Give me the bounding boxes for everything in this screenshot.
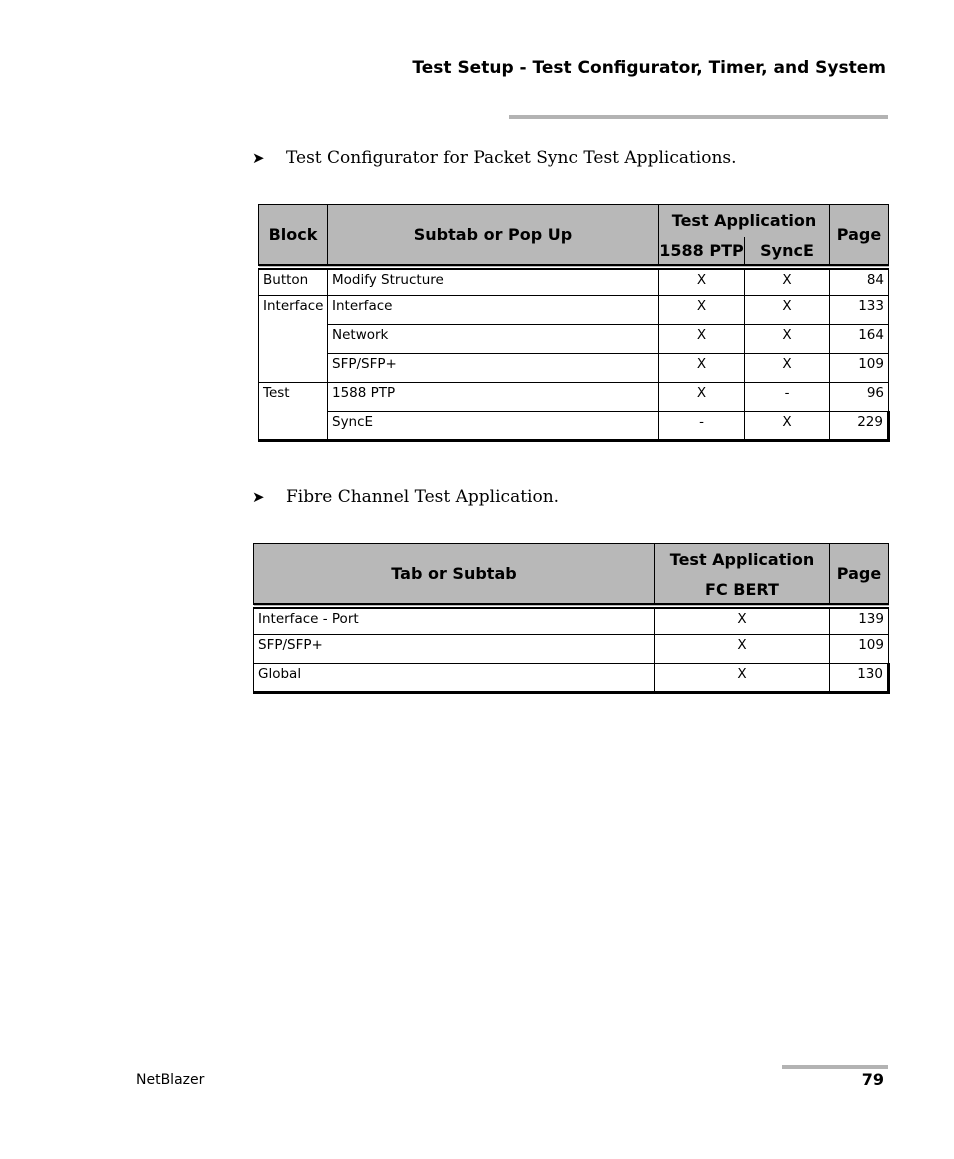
cell-subtab: Modify Structure	[328, 267, 659, 296]
cell-block: Button	[259, 267, 328, 296]
cell-fc: X	[655, 606, 830, 635]
table-row	[254, 606, 889, 635]
cell-synce: X	[745, 267, 830, 296]
table-row	[259, 354, 889, 383]
cell-block: Test	[259, 383, 328, 412]
header-test-application: Test Application	[659, 205, 830, 237]
cell-block	[259, 325, 328, 354]
cell-subtab: 1588 PTP	[328, 383, 659, 412]
cell-page: 96	[830, 383, 889, 412]
footer-page-number: 79	[861, 1070, 884, 1089]
table-row	[259, 296, 889, 325]
cell-ptp: X	[659, 383, 745, 412]
cell-page: 109	[830, 354, 889, 383]
fibre-channel-table	[253, 543, 890, 694]
cell-page: 139	[830, 606, 889, 635]
cell-ptp: X	[659, 325, 745, 354]
header-1588-ptp: 1588 PTP	[659, 237, 745, 267]
cell-page: 164	[830, 325, 889, 354]
table-row	[254, 664, 889, 693]
cell-synce: X	[745, 296, 830, 325]
cell-synce: X	[745, 354, 830, 383]
cell-ptp: -	[659, 412, 745, 441]
bullet-text: Fibre Channel Test Application.	[286, 487, 560, 507]
arrow-bullet-icon: ➤	[252, 149, 265, 167]
cell-page: 84	[830, 267, 889, 296]
cell-synce: X	[745, 412, 830, 441]
cell-synce: X	[745, 325, 830, 354]
header-rule	[509, 115, 888, 119]
bullet-fibre-channel	[252, 487, 559, 507]
cell-block	[259, 412, 328, 441]
cell-block: Interface	[259, 296, 328, 325]
cell-subtab: Interface	[328, 296, 659, 325]
cell-subtab: Network	[328, 325, 659, 354]
table-row	[259, 412, 889, 441]
header-page: Page	[830, 544, 889, 606]
cell-fc: X	[655, 635, 830, 664]
header-tab: Tab or Subtab	[254, 544, 655, 606]
arrow-bullet-icon: ➤	[252, 488, 265, 506]
cell-fc: X	[655, 664, 830, 693]
cell-page: 130	[830, 664, 889, 693]
cell-tab: Global	[254, 664, 655, 693]
header-block: Block	[259, 205, 328, 267]
cell-ptp: X	[659, 354, 745, 383]
cell-tab: SFP/SFP+	[254, 635, 655, 664]
bullet-text: Test Configurator for Packet Sync Test Applications.	[286, 148, 737, 168]
header-fc-bert: FC BERT	[655, 576, 830, 606]
table-row	[259, 267, 889, 296]
page-header-title: Test Setup - Test Configurator, Timer, and System	[412, 58, 886, 78]
table-row	[259, 383, 889, 412]
cell-page: 109	[830, 635, 889, 664]
bullet-packet-sync	[252, 148, 737, 168]
cell-subtab: SFP/SFP+	[328, 354, 659, 383]
cell-subtab: SyncE	[328, 412, 659, 441]
cell-ptp: X	[659, 267, 745, 296]
cell-page: 229	[830, 412, 889, 441]
table-row	[254, 635, 889, 664]
header-test-application: Test Application	[655, 544, 830, 576]
footer-rule	[782, 1065, 888, 1069]
cell-block	[259, 354, 328, 383]
header-page: Page	[830, 205, 889, 267]
cell-tab: Interface - Port	[254, 606, 655, 635]
footer-product-name: NetBlazer	[136, 1072, 205, 1088]
cell-page: 133	[830, 296, 889, 325]
cell-synce: -	[745, 383, 830, 412]
header-subtab: Subtab or Pop Up	[328, 205, 659, 267]
packet-sync-table	[258, 204, 890, 442]
cell-ptp: X	[659, 296, 745, 325]
header-synce: SyncE	[745, 237, 830, 267]
table-row	[259, 325, 889, 354]
